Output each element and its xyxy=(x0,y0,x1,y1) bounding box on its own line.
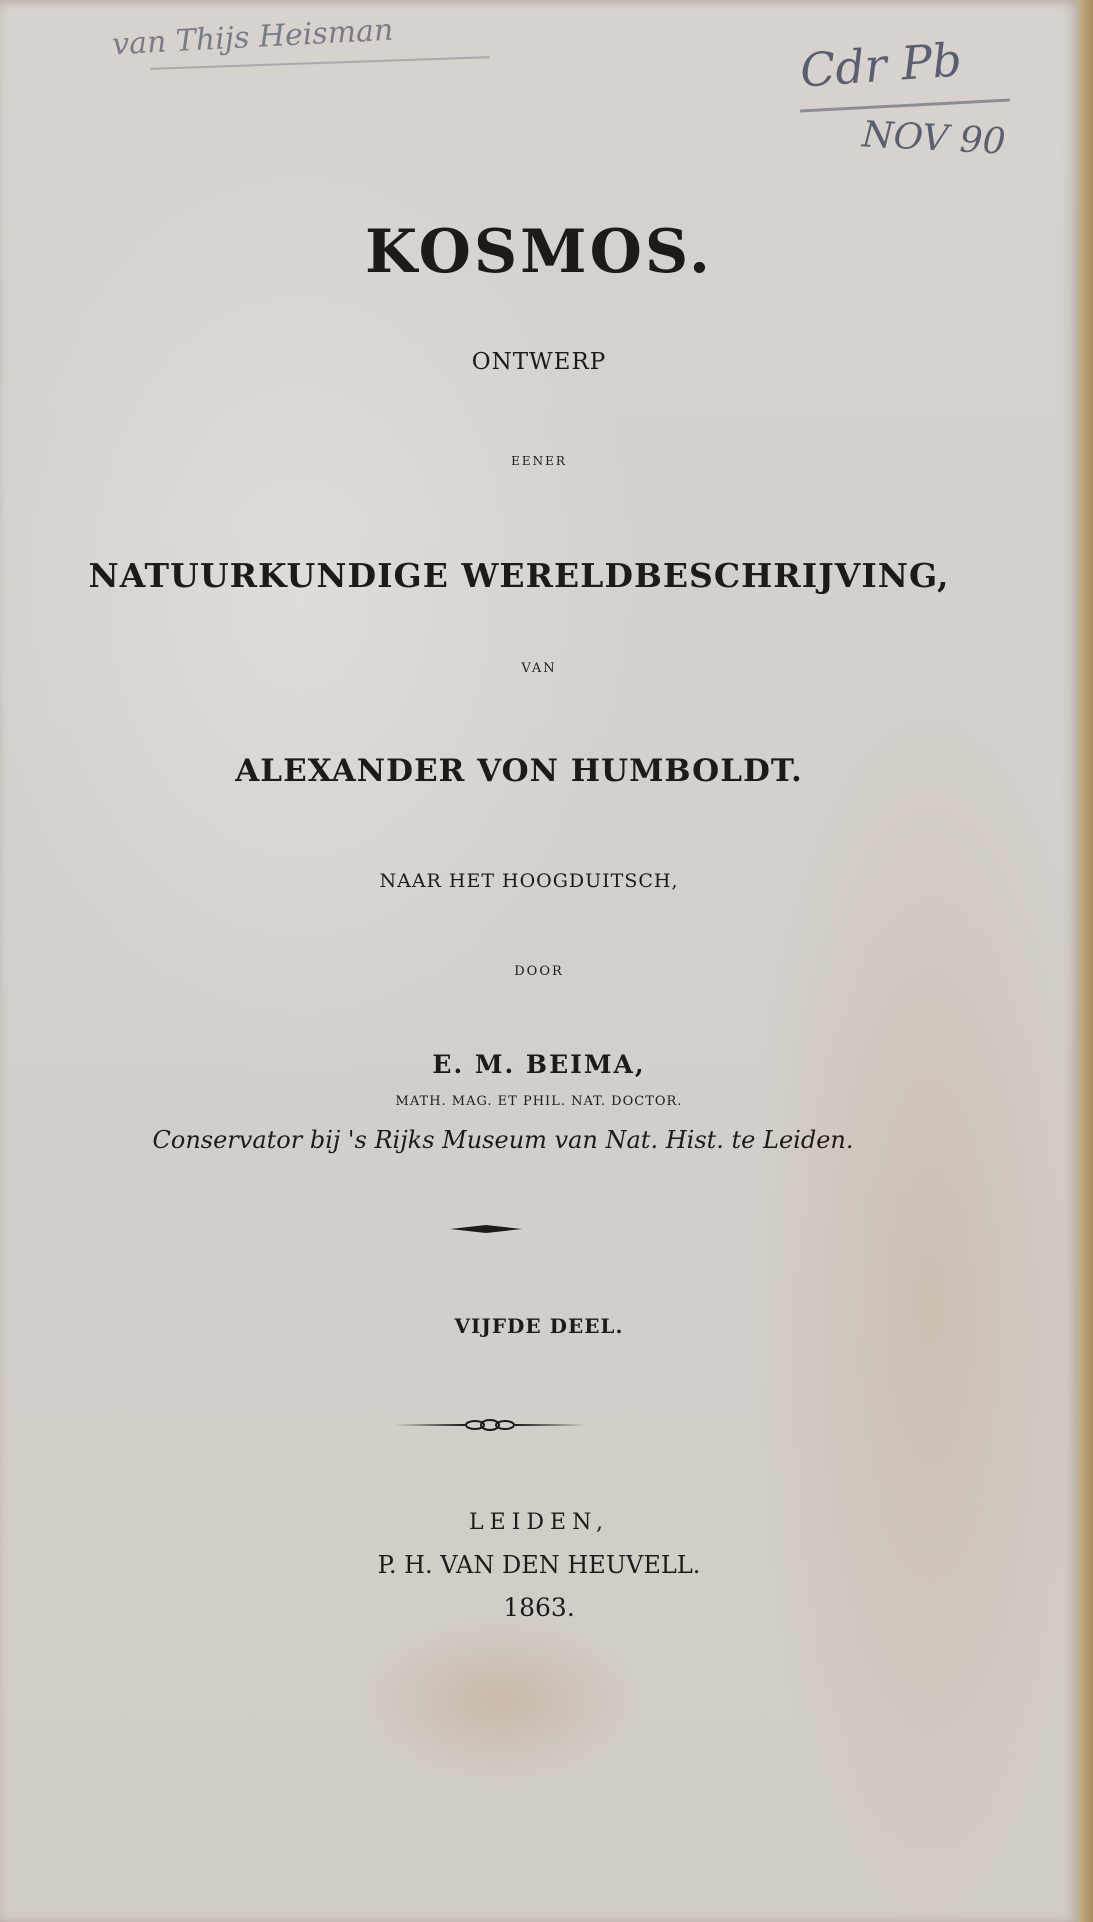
byline-door: DOOR xyxy=(514,964,564,979)
page-edge xyxy=(1078,0,1093,1922)
handwritten-date: NOV 90 xyxy=(861,114,1007,163)
handwritten-initials: Cdr Pb xyxy=(798,32,964,98)
byline-van: VAN xyxy=(521,661,557,676)
subtitle-ontwerp: ONTWERP xyxy=(471,349,607,375)
subtitle-eener: EENER xyxy=(511,454,567,468)
pencil-underline-right xyxy=(800,99,1010,113)
translator-degree: MATH. MAG. ET PHIL. NAT. DOCTOR. xyxy=(395,1094,683,1109)
translator-name: E. M. BEIMA, xyxy=(432,1050,646,1079)
volume-label: VIJFDE DEEL. xyxy=(454,1314,624,1338)
imprint-year: 1863. xyxy=(503,1593,575,1622)
pencil-underline xyxy=(150,56,490,70)
ornament-rule-small xyxy=(450,1224,522,1234)
translation-note: NAAR HET HOOGDUITSCH, xyxy=(379,870,679,892)
book-title: KOSMOS. xyxy=(365,217,713,287)
translator-position: Conservator bij 's Rijks Museum van Nat. Hist. te Leiden. xyxy=(152,1126,854,1154)
author-name: ALEXANDER VON HUMBOLDT. xyxy=(235,753,803,789)
subtitle-main: NATUURKUNDIGE WERELDBESCHRIJVING, xyxy=(88,556,950,595)
handwritten-owner-note: van Thijs Heisman xyxy=(111,12,395,63)
imprint-publisher: P. H. VAN DEN HEUVELL. xyxy=(377,1551,701,1579)
imprint-city: LEIDEN, xyxy=(469,1510,609,1535)
ornament-rule-large xyxy=(395,1418,585,1432)
